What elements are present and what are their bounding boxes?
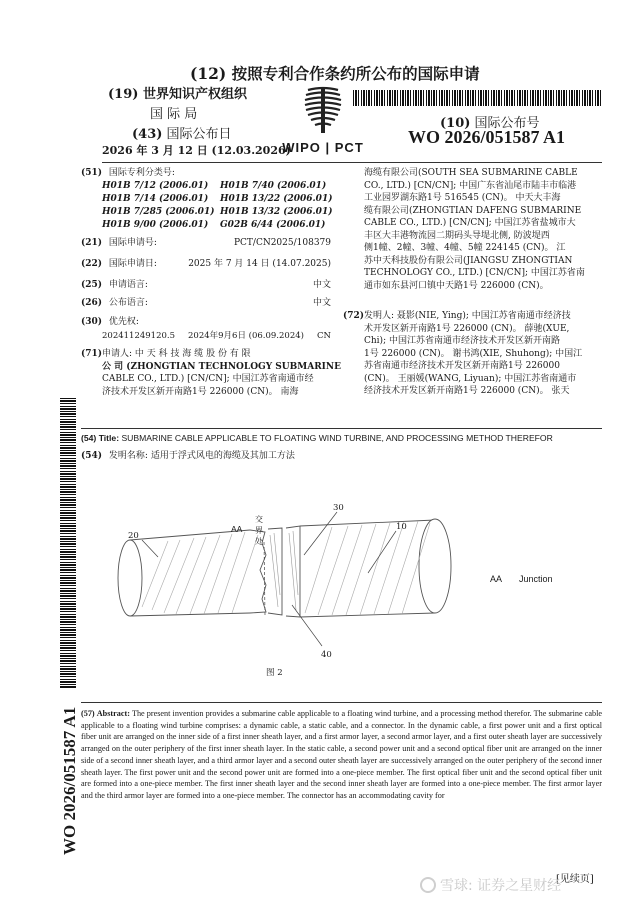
left-cable-segment [118,530,266,616]
class-entry: H01B 7/285 (2006.01) [102,207,215,217]
org-bureau: 国 际 局 [150,107,198,122]
inventors-code-text: (72) [343,311,365,321]
applicant-cont-line: 丰区大丰港物流园二期码头导堤北侧, 防波堤西 [364,230,550,241]
watermark [420,875,561,895]
priority-number: 202411249120.5 [102,331,176,341]
title-zh-row [81,450,295,463]
applicant-cont-line: 工业园罗湖东路1号 516545 (CN)。 中天大丰海 [364,193,561,203]
figure-divider [81,702,602,703]
side-barcode [60,398,76,688]
pub-lang-label: 公布语言: [108,298,148,308]
ref-30: 30 [333,503,344,513]
ref-40: 40 [321,650,332,660]
inventors-block [364,310,604,398]
figure-caption: 图 2 [266,668,283,678]
priority-label: 优先权: [108,317,139,327]
applicant-cont-line: TECHNOLOGY CO., LTD.) [CN/CN]; 中国江苏省南 [364,268,585,278]
applicant-cont-line: 苏中天科技股份有限公司(JIANGSU ZHONGTIAN [364,255,573,266]
document-title: (12) 按照专利合作条约所公布的国际申请 [190,64,480,83]
filing-date-row [81,258,331,271]
inventor-line: 发明人: 聂影(NIE, Ying); 中国江苏省南通市经济技 [364,311,571,321]
pub-lang-row [81,297,331,310]
org-code: (19) [108,87,139,102]
legend-aa: AA [490,574,503,584]
app-no-label: 国际申请号: [108,238,157,248]
wipo-logo-text: WIPO | PCT [282,140,364,155]
filing-date-value: 2025 年 7 月 14 日 (14.07.2025) [188,259,331,269]
title-en-value: SUBMARINE CABLE APPLICABLE TO FLOATING WIND TURBINE, AND PROCESSING METHOD THEREFOR [121,433,553,443]
title-zh-label: 发明名称: [108,451,148,461]
inventor-line: 1号 226000 (CN)。 谢书鸿(XIE, Shuhong); 中国江 [364,348,583,359]
classification-code: (51) [81,168,103,178]
priority-code: (30) [81,317,103,327]
title-zh-code: (54) [81,451,103,461]
abstract-code: (57) [81,709,95,718]
inventor-line: 术开发区新开南路1号 226000 (CN)。 薛驰(XUE, [364,323,570,334]
snowball-logo-icon [420,877,436,893]
watermark-text: 雪球: 证券之星财经 [440,878,562,894]
applicant-continued [364,167,604,292]
app-no-code: (21) [81,238,103,248]
pub-lang-value: 中文 [312,298,331,308]
biblio-divider [81,428,602,429]
priority-date: 2024年9月6日 (06.09.2024) [188,331,304,341]
applicant-code-text: (71) [81,349,103,359]
org-name: 世界知识产权组织 [142,87,247,102]
right-cable-segment [300,519,451,617]
title-en-row [81,432,553,444]
applicant-block [102,348,341,398]
classification-heading [81,167,175,180]
applicant-line [102,348,334,361]
pub-lang-code: (26) [81,298,103,308]
filing-date-code: (22) [81,259,103,269]
priority-heading [81,316,139,329]
class-entry: H01B 7/40 (2006.01) [220,181,327,191]
abstract-block [81,708,602,802]
ref-10: 10 [396,522,407,532]
inventor-line: (CN)。 王丽媛(WANG, Liyuan); 中国江苏省南通市 [364,373,577,384]
class-entry: H01B 7/12 (2006.01) [102,181,209,191]
applicant-line: 济技术开发区新开南路1号 226000 (CN)。 南海 [102,386,299,397]
class-entry: H01B 9/00 (2006.01) [102,220,209,230]
label-aa: AA [231,524,243,534]
applicant-line: 公 司 (ZHONGTIAN TECHNOLOGY SUBMARINE [102,361,341,372]
ref-20: 20 [128,531,139,541]
pub-date-label: 国际公布日 [166,127,232,142]
barcode-graphic [353,90,601,106]
continued-note: [见续页] [556,874,594,885]
pub-date-value: 2026 年 3 月 12 日 (12.03.2026) [102,144,291,157]
title-en-label: Title: [98,433,120,443]
title-en-code: (54) [81,433,97,443]
app-no-value: PCT/CN2025/108379 [233,238,331,248]
filing-date-label: 国际申请日: [108,259,157,269]
pub-no-code: (10) [440,116,471,131]
inventor-line: Chi); 中国江苏省南通市经济技术开发区新开南路 [364,336,560,346]
filing-lang-row [81,279,331,292]
priority-row [102,330,331,342]
class-entry: H01B 13/22 (2006.01) [220,194,333,204]
cable-drawing [100,495,600,685]
applicant-cont-line: 侧1幢、2幢、3幢、4幢、5幢 224145 (CN)。 江 [364,243,566,253]
side-pub-number: WO 2026/051587 A1 [60,706,79,855]
filing-lang-value: 中文 [312,280,331,290]
junction-band [268,526,300,617]
inventors-code [343,310,364,323]
classification-label: 国际专利分类号: [108,168,175,178]
pub-date-code: (43) [132,127,163,142]
abstract-text: The present invention provides a submarine cable applicable to a floating wind turbine, and a processing method therefor. The submarine cable applicable to a floating wind turbine comprises: a dynamic cable, a static cable, and a connector. In the dynamic cable, a first power unit and a first optical fiber unit are arranged on the inner side of a first inner sheath layer, and a first armor layer, a second armor layer, and a first outer sheath layer are successively arranged on the outer periphery of the first inner sheath layer. In the static cable, a second power unit and a second optical fiber unit are arranged on the inner side of a second inner sheath layer, and a third armor layer and a second outer sheath layer are successively arranged on the outer periphery of the second inner sheath layer. The first power unit and the second power unit are formed into a one-piece member. The first optical fiber unit and the second optical fiber unit are formed into a one-piece member. The first inner sheath layer and the second inner sheath layer are formed into a one-piece member. The first armor layer and the third armor layer are formed into a one-piece member. The connector has an accommodating cavity for [81,709,602,800]
figure-area [100,495,600,685]
applicant-cont-line: 通市如东县河口镇中天路1号 226000 (CN)。 [364,280,549,291]
label-junction-zh: 交界处 [255,515,263,546]
app-no-row [81,237,331,250]
pub-date-block [132,123,282,142]
priority-country: CN [317,331,331,341]
filing-lang-code: (25) [81,280,103,290]
title-zh-value: 适用于浮式风电的海缆及其加工方法 [150,451,295,461]
abstract-label: Abstract: [96,709,130,718]
applicant-label: 申请人: [102,349,133,359]
applicant-code [81,348,102,361]
applicant-cont-line: CABLE CO., LTD.) [CN/CN]; 中国江苏省盐城市大 [364,218,576,228]
applicant-cont-line: 海缆有限公司(SOUTH SEA SUBMARINE CABLE [364,168,578,178]
inventor-line: 苏省南通市经济技术开发区新开南路1号 226000 [364,361,560,371]
class-entry: G02B 6/44 (2006.01) [220,220,326,230]
inventor-line: 经济技术开发区新开南路1号 226000 (CN)。 张天 [364,386,570,396]
applicant-cont-line: 缆有限公司(ZHONGTIAN DAFENG SUBMARINE [364,205,582,216]
header-divider [102,162,602,163]
pub-no-value: WO 2026/051587 A1 [408,127,566,147]
class-entry: H01B 13/32 (2006.01) [220,207,333,217]
applicant-line: CABLE CO., LTD.) [CN/CN]; 中国江苏省南通市经 [102,374,314,384]
pub-no-label: 国际公布号 [474,116,540,131]
applicant-cont-line: CO., LTD.) [CN/CN]; 中国广东省汕尾市陆丰市临港 [364,180,577,191]
class-entry: H01B 7/14 (2006.01) [102,194,209,204]
filing-lang-label: 申请语言: [108,280,148,290]
applicant-text: 中 天 科 技 海 缆 股 份 有 限 [134,349,251,359]
legend-junction: Junction [519,574,553,584]
org-block [108,83,268,122]
